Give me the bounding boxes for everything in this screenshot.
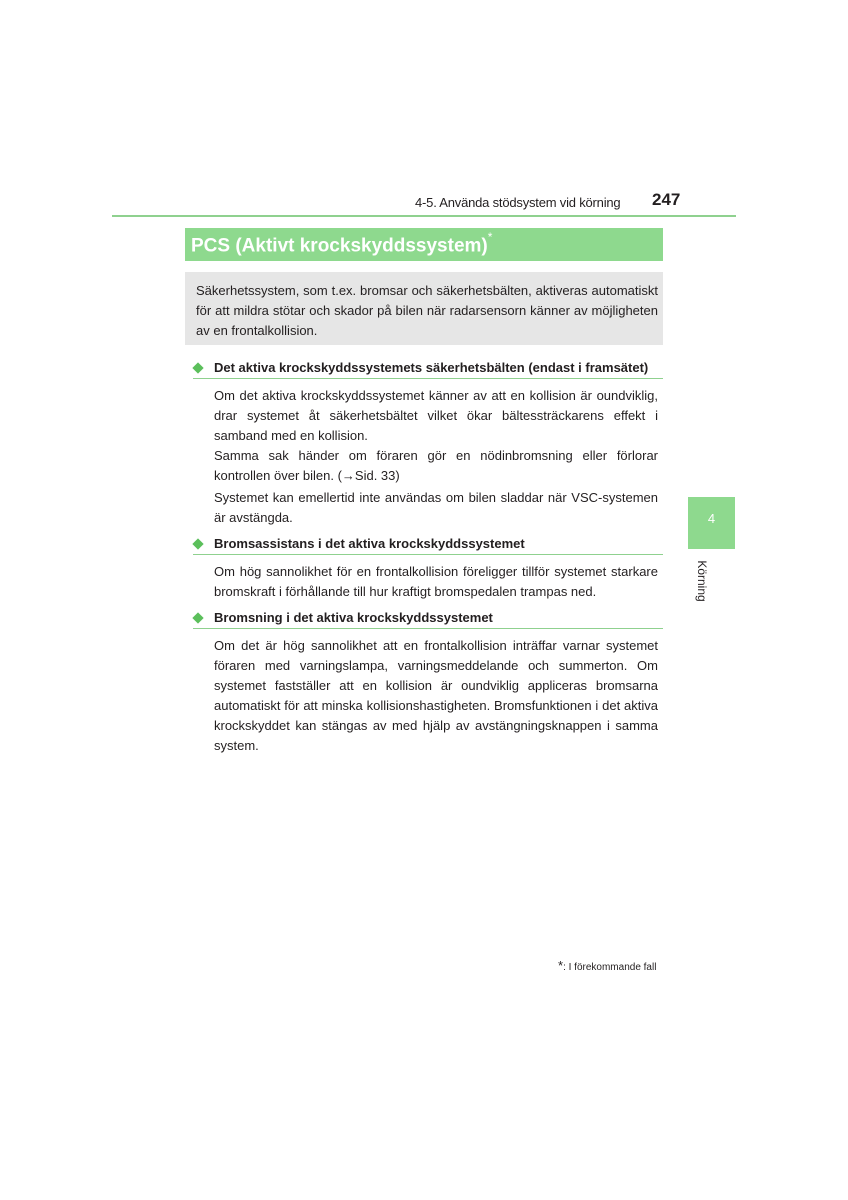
section-heading-label: Det aktiva krockskyddssystemets säkerhetsbälten (endast i framsätet) <box>214 360 649 375</box>
intro-box <box>185 272 663 345</box>
section-heading-brake-assist <box>193 536 663 555</box>
running-header-section: 4-5. Använda stödsystem vid körning <box>415 195 621 210</box>
chapter-number: 4 <box>707 511 716 526</box>
footnote-marker: * <box>558 958 564 973</box>
section-heading-label: Bromsassistans i det aktiva krockskyddssystemet <box>214 536 525 551</box>
paragraph: Om det aktiva krockskyddssystemet känner av att en kollision är oundviklig, drar systemet åt säkerhetsbältet vilket ökar bältessträckarens effekt i samband med en kollision. <box>214 388 658 443</box>
paragraph: Samma sak händer om föraren gör en nödinbromsning eller förlorar kontrollen över bilen. (→Sid. 33) <box>214 448 658 483</box>
title-footnote-marker: * <box>487 230 493 244</box>
section-heading-seatbelts <box>193 360 663 379</box>
page-number: 247 <box>652 190 681 209</box>
intro-text: Säkerhetssystem, som t.ex. bromsar och säkerhetsbälten, aktiveras automatiskt för att mildra stötar och skador på bilen när radarsensorn känner av möjligheten av en frontalkollision. <box>196 283 658 338</box>
paragraph: Om det är hög sannolikhet att en frontalkollision inträffar varnar systemet föraren med varningslampa, varningsmeddelande och summerton. Om systemet fastställer att en kollision är oundviklig appliceras bromsarna automatiskt för att minska kollisionshastigheten. Bromsfunktionen i det aktiva krockskyddet kan stängas av med hjälp av avstängningsknappen i samma system. <box>214 638 658 753</box>
title-bar <box>185 228 663 261</box>
chapter-tab <box>688 497 735 549</box>
diamond-bullet-icon <box>192 362 203 373</box>
section-heading-label: Bromsning i det aktiva krockskyddssystemet <box>214 610 493 625</box>
header-divider <box>112 215 736 217</box>
page-title <box>191 230 493 257</box>
paragraph: Systemet kan emellertid inte användas om bilen sladdar när VSC-systemen är avstängda. <box>214 490 658 525</box>
diamond-bullet-icon <box>192 612 203 623</box>
chapter-label: Körning <box>695 560 709 602</box>
footnote-text: : I förekommande fall <box>563 962 657 973</box>
paragraph: Om hög sannolikhet för en frontalkollision föreligger tillför systemet starkare bromskraft i förhållande till hur kraftigt bromspedalen trampas ned. <box>214 564 658 599</box>
footnote <box>558 958 656 973</box>
section-heading-braking <box>193 610 663 629</box>
page-title-text: PCS (Aktivt krockskyddssystem) <box>191 235 488 257</box>
diamond-bullet-icon <box>192 538 203 549</box>
